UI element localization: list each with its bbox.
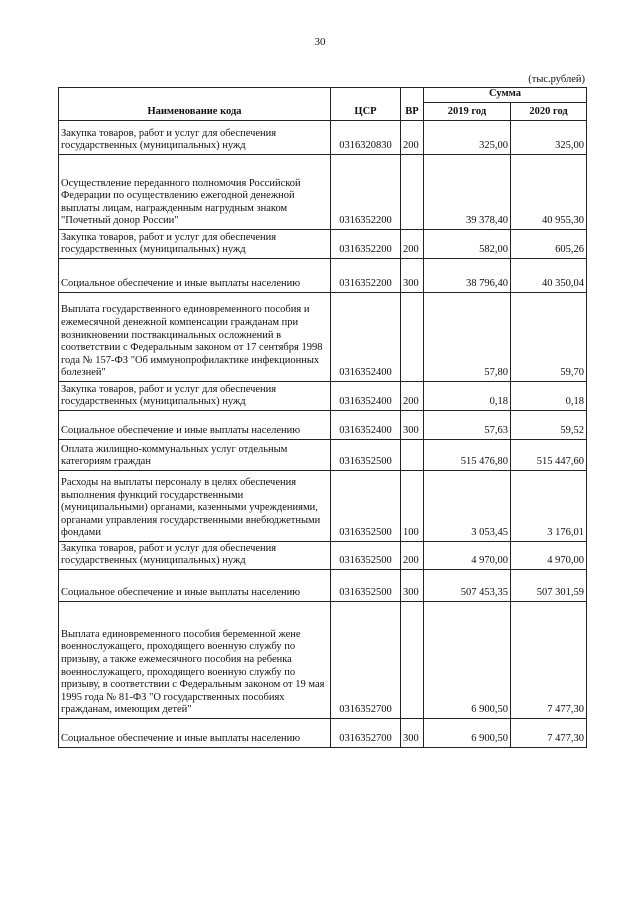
row-vr (401, 155, 424, 230)
row-name: Выплата единовременного пособия беременной жене военнослужащего, проходящего военную службу по призыву, а также ежемесячного пособия на ребенка военнослужащего, проходящего военную службу по призыву, в соответствии с Федеральным законом от 19 мая 1995 года № 81-ФЗ "О государственных пособиях гражданам, имеющим детей" (59, 602, 331, 719)
table-row (59, 293, 587, 382)
row-name: Расходы на выплаты персоналу в целях обеспечения выполнения функций государственными (муниципальными) органами, казенными учреждениями, органами управления государственными внебюджетными фондами (59, 471, 331, 542)
row-2020: 59,52 (511, 411, 587, 440)
row-name: Социальное обеспечение и иные выплаты населению (59, 719, 331, 748)
row-vr (401, 602, 424, 719)
table-row (59, 121, 587, 155)
row-csr: 0316352200 (331, 155, 401, 230)
row-name: Закупка товаров, работ и услуг для обеспечения государственных (муниципальных) нужд (59, 382, 331, 411)
row-vr: 300 (401, 570, 424, 602)
row-csr: 0316352400 (331, 411, 401, 440)
row-2019: 6 900,50 (424, 719, 511, 748)
row-csr: 0316320830 (331, 121, 401, 155)
row-name: Социальное обеспечение и иные выплаты населению (59, 259, 331, 293)
row-2020: 59,70 (511, 293, 587, 382)
row-name: Закупка товаров, работ и услуг для обеспечения государственных (муниципальных) нужд (59, 542, 331, 570)
row-vr: 300 (401, 719, 424, 748)
row-2020: 325,00 (511, 121, 587, 155)
row-2019: 582,00 (424, 230, 511, 259)
table-row (59, 570, 587, 602)
row-csr: 0316352700 (331, 719, 401, 748)
row-2019: 4 970,00 (424, 542, 511, 570)
row-2020: 40 955,30 (511, 155, 587, 230)
row-name: Оплата жилищно-коммунальных услуг отдельным категориям граждан (59, 440, 331, 471)
row-csr: 0316352200 (331, 259, 401, 293)
row-csr: 0316352500 (331, 542, 401, 570)
row-2019: 57,80 (424, 293, 511, 382)
row-2019: 3 053,45 (424, 471, 511, 542)
row-csr: 0316352400 (331, 382, 401, 411)
row-2019: 507 453,35 (424, 570, 511, 602)
row-name: Социальное обеспечение и иные выплаты населению (59, 411, 331, 440)
row-2019: 515 476,80 (424, 440, 511, 471)
table-row (59, 382, 587, 411)
row-csr: 0316352700 (331, 602, 401, 719)
row-csr: 0316352500 (331, 440, 401, 471)
row-name: Закупка товаров, работ и услуг для обеспечения государственных (муниципальных) нужд (59, 230, 331, 259)
budget-table (58, 87, 587, 748)
header-name: Наименование кода (59, 88, 331, 121)
row-vr: 200 (401, 230, 424, 259)
row-2020: 40 350,04 (511, 259, 587, 293)
row-vr: 200 (401, 382, 424, 411)
table-row (59, 602, 587, 719)
row-2019: 6 900,50 (424, 602, 511, 719)
row-vr (401, 440, 424, 471)
table-row (59, 155, 587, 230)
row-2020: 4 970,00 (511, 542, 587, 570)
row-name: Выплата государственного единовременного пособия и ежемесячной денежной компенсации гражданам при возникновении поствакцинальных осложнений в соответствии с Федеральным законом от 17 сентября 1998 года № 157-ФЗ "Об иммунопрофилактике инфекционных болезней" (59, 293, 331, 382)
row-csr: 0316352500 (331, 471, 401, 542)
row-csr: 0316352200 (331, 230, 401, 259)
row-vr: 200 (401, 542, 424, 570)
row-2019: 57,63 (424, 411, 511, 440)
row-2019: 39 378,40 (424, 155, 511, 230)
row-2020: 515 447,60 (511, 440, 587, 471)
row-vr (401, 293, 424, 382)
table-row (59, 719, 587, 748)
table-row (59, 471, 587, 542)
row-vr: 200 (401, 121, 424, 155)
header-2019: 2019 год (424, 103, 511, 121)
row-2020: 605,26 (511, 230, 587, 259)
row-vr: 300 (401, 411, 424, 440)
row-name: Закупка товаров, работ и услуг для обеспечения государственных (муниципальных) нужд (59, 121, 331, 155)
table-row (59, 230, 587, 259)
row-2020: 507 301,59 (511, 570, 587, 602)
header-vr: ВР (401, 88, 424, 121)
row-2020: 7 477,30 (511, 719, 587, 748)
row-name: Осуществление переданного полномочия Российской Федерации по осуществлению ежегодной денежной выплаты лицам, награжденным нагрудным знаком "Почетный донор России" (59, 155, 331, 230)
header-2020: 2020 год (511, 103, 587, 121)
row-csr: 0316352400 (331, 293, 401, 382)
header-sum: Сумма (424, 88, 587, 103)
row-2020: 0,18 (511, 382, 587, 411)
row-2020: 3 176,01 (511, 471, 587, 542)
row-vr: 300 (401, 259, 424, 293)
units-label: (тыс.рублей) (528, 74, 585, 85)
row-name: Социальное обеспечение и иные выплаты населению (59, 570, 331, 602)
table-row (59, 259, 587, 293)
row-2020: 7 477,30 (511, 602, 587, 719)
row-csr: 0316352500 (331, 570, 401, 602)
page-number: 30 (314, 36, 326, 48)
table-row (59, 542, 587, 570)
header-csr: ЦСР (331, 88, 401, 121)
row-2019: 0,18 (424, 382, 511, 411)
table-row (59, 440, 587, 471)
row-2019: 38 796,40 (424, 259, 511, 293)
row-vr: 100 (401, 471, 424, 542)
row-2019: 325,00 (424, 121, 511, 155)
table-row (59, 411, 587, 440)
